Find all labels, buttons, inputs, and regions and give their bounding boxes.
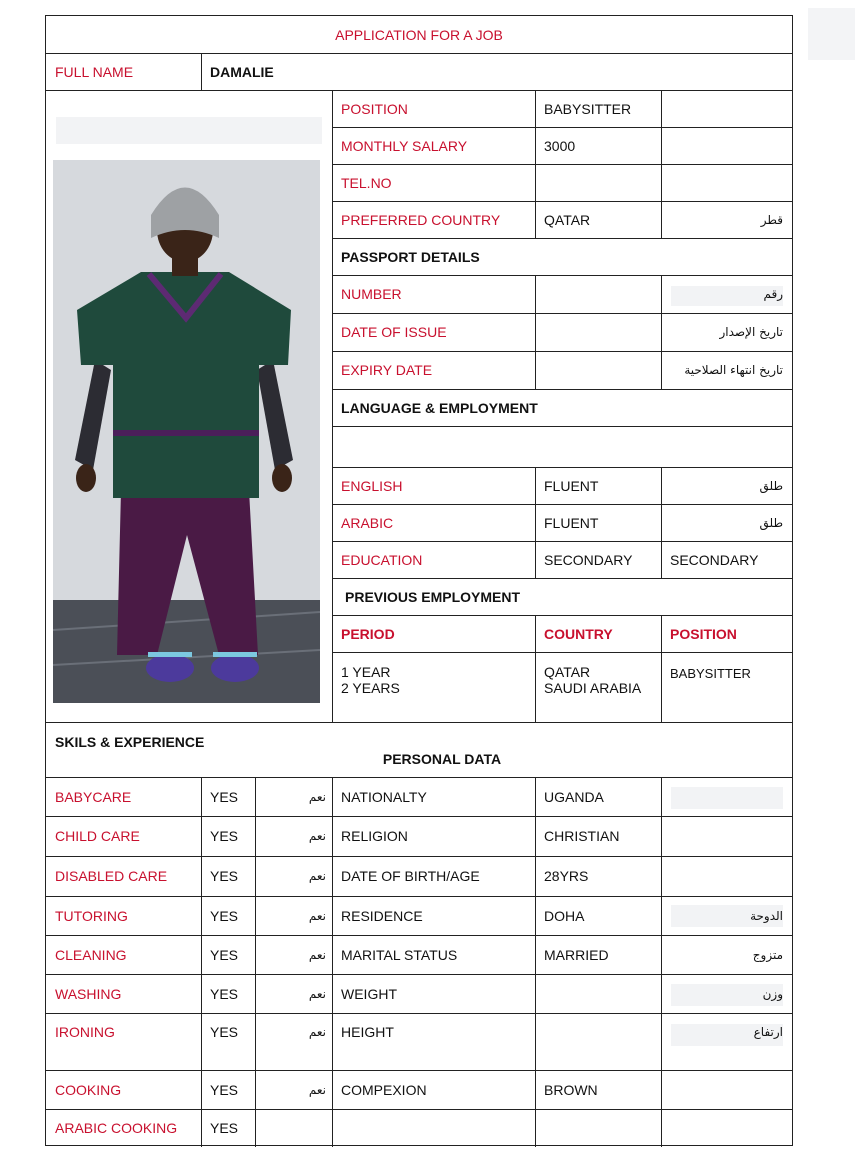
position-arabic [661,90,792,127]
skill-value: YES [210,1119,239,1136]
education-label: EDUCATION [341,551,423,568]
personal-arabic: وزن [762,986,783,1001]
personal-label: HEIGHT [341,1024,394,1040]
salary-value: 3000 [544,137,576,154]
personal-arabic [661,856,792,896]
passport-number-value [535,275,661,313]
issue-date-arabic: تاريخ الإصدار [719,325,783,339]
issue-date-value [535,313,661,351]
skill-value: YES [210,907,239,924]
personal-label: NATIONALTY [341,788,427,805]
position-label: POSITION [341,100,408,117]
skill-label: COOKING [55,1081,122,1098]
personal-data-heading: PERSONAL DATA [382,751,502,767]
skill-value: YES [210,828,239,844]
tel-arabic [661,164,792,201]
photo-caption-placeholder [56,117,322,144]
issue-date-label: DATE OF ISSUE [341,324,447,340]
expiry-date-value [535,351,661,389]
preferred-country-label: PREFERRED COUNTRY [341,211,501,228]
skill-arabic: نعم [308,947,326,962]
skill-arabic: نعم [308,789,326,804]
personal-label: WEIGHT [341,985,397,1002]
form-title: APPLICATION FOR A JOB [335,26,503,43]
education-value-2: SECONDARY [670,551,759,568]
previous-employment-heading: PREVIOUS EMPLOYMENT [345,588,521,605]
arabic-value: FLUENT [544,514,599,531]
personal-label: COMPEXION [341,1081,427,1098]
personal-value [535,974,661,1013]
personal-arabic: ارتفاع [753,1025,783,1039]
position-column-header: POSITION [670,625,737,642]
skill-arabic: نعم [308,829,326,843]
full-name-label: FULL NAME [55,63,134,80]
skill-value: YES [210,946,239,963]
full-name-value: DAMALIE [210,63,274,80]
skill-arabic: نعم [308,908,326,923]
preferred-country-value: QATAR [544,211,591,228]
arabic-arabic: طلق [759,515,783,530]
employment-country: QATAR SAUDI ARABIA [544,664,642,696]
job-application-form [45,15,793,1146]
arabic-label: ARABIC [341,514,394,531]
salary-arabic [661,127,792,164]
preferred-country-arabic: قطر [760,212,783,227]
skills-heading: SKILS & EXPERIENCE [55,734,205,750]
skill-arabic: نعم [308,1082,326,1097]
language-heading: LANGUAGE & EMPLOYMENT [341,399,538,416]
skill-label: CLEANING [55,946,127,963]
expiry-date-label: EXPIRY DATE [341,362,433,378]
corner-shade [808,8,855,60]
expiry-date-arabic: تاريخ انتهاء الصلاحية [684,363,783,377]
personal-arabic [661,1109,792,1146]
education-value: SECONDARY [544,551,633,568]
personal-value: UGANDA [544,788,604,805]
english-arabic: طلق [759,478,783,493]
tel-value [535,164,661,201]
personal-value: DOHA [544,907,585,924]
applicant-photo [53,160,320,703]
skill-label: IRONING [55,1024,115,1040]
skill-label: WASHING [55,985,122,1002]
skill-label: BABYCARE [55,788,132,805]
personal-value [535,1016,661,1050]
passport-number-label: NUMBER [341,286,402,302]
tel-label: TEL.NO [341,174,392,191]
skill-value: YES [210,788,239,805]
employment-period: 1 YEAR 2 YEARS [341,664,400,696]
personal-value: BROWN [544,1081,598,1098]
skill-value: YES [210,1024,239,1040]
personal-label [332,1109,535,1146]
personal-arabic [661,777,792,816]
skill-value: YES [210,868,239,884]
personal-label: DATE OF BIRTH/AGE [341,868,480,884]
skill-value: YES [210,1081,239,1098]
personal-value: 28YRS [544,868,589,884]
skill-arabic: نعم [308,986,326,1001]
passport-heading: PASSPORT DETAILS [341,248,480,265]
salary-label: MONTHLY SALARY [341,137,468,154]
personal-arabic: متزوج [752,947,783,962]
skill-value: YES [210,985,239,1002]
personal-label: RESIDENCE [341,907,423,924]
period-column-header: PERIOD [341,625,395,642]
skill-label: DISABLED CARE [55,868,168,884]
personal-value: MARRIED [544,946,609,963]
country-column-header: COUNTRY [544,625,613,642]
passport-number-arabic: رقم [763,287,783,301]
employment-position: BABYSITTER [670,666,751,681]
personal-label: RELIGION [341,828,408,844]
personal-arabic [661,1070,792,1109]
position-value: BABYSITTER [544,100,632,117]
personal-arabic: الدوحة [750,908,783,923]
skill-label: TUTORING [55,907,128,924]
personal-arabic [661,816,792,856]
skill-arabic: نعم [308,1025,326,1039]
personal-value [535,1109,661,1146]
skill-label: ARABIC COOKING [55,1119,178,1136]
english-label: ENGLISH [341,477,403,494]
skill-arabic [255,1109,332,1146]
english-value: FLUENT [544,477,599,494]
personal-value: CHRISTIAN [544,828,620,844]
skill-label: CHILD CARE [55,828,140,844]
skill-arabic: نعم [308,869,326,883]
personal-label: MARITAL STATUS [341,946,458,963]
